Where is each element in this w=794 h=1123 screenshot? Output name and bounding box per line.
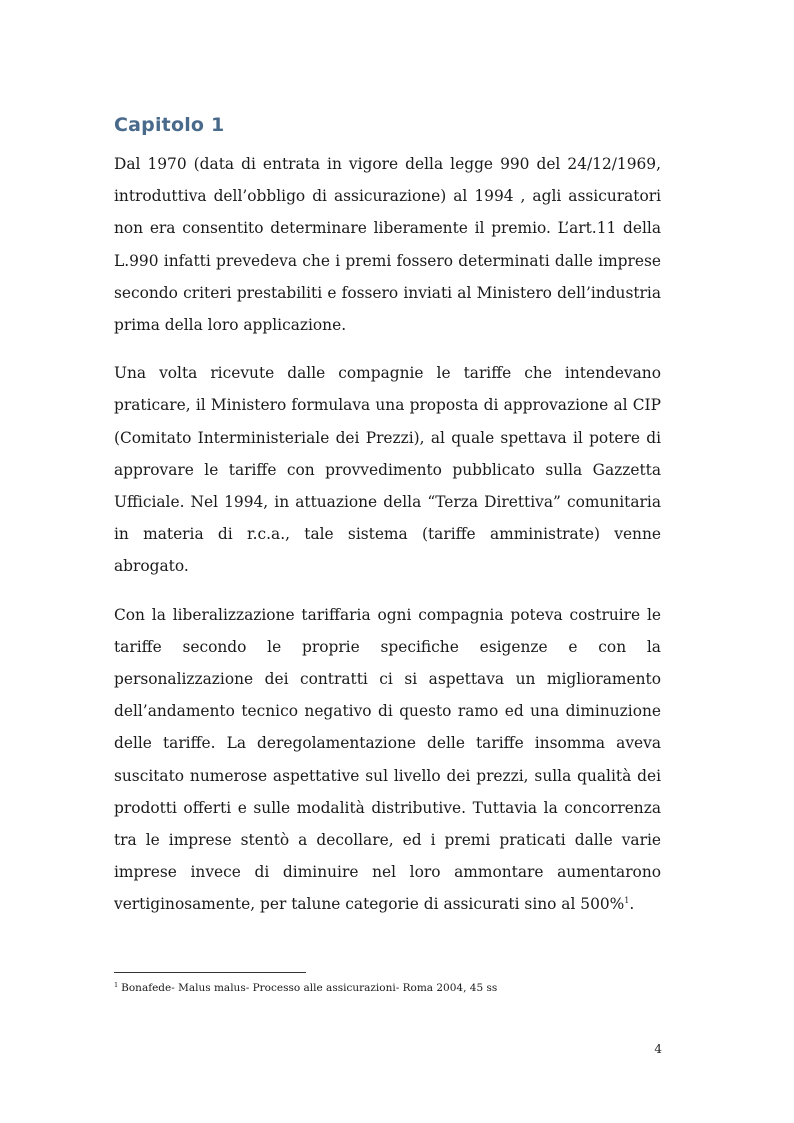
footnote-number: 1 bbox=[114, 980, 119, 989]
chapter-title: Capitolo 1 bbox=[114, 114, 225, 136]
paragraph-3-end: . bbox=[629, 895, 635, 914]
page-number: 4 bbox=[654, 1042, 662, 1056]
paragraph-1: Dal 1970 (data di entrata in vigore della legge 990 del 24/12/1969, introduttiva dell’obbligo di assicurazione) al 1994 , agli assicuratori non era consentito determinare liberamente il premio. L’art.11 della L.990 infatti prevedeva che i premi fossero determinati dalle imprese secondo criteri prestabiliti e fossero inviati al Ministero dell’industria prima della loro applicazione. bbox=[114, 155, 661, 335]
paragraph-2: Una volta ricevute dalle compagnie le tariffe che intendevano praticare, il Ministero formulava una proposta di approvazione al CIP (Comitato Interministeriale dei Prezzi), al quale spettava il potere di approvare le tariffe con provvedimento pubblicato sulla Gazzetta Ufficiale. Nel 1994, in attuazione della “Terza Direttiva” comunitaria in materia di r.c.a., tale sistema (tariffe amministrate) venne abrogato. bbox=[114, 364, 661, 576]
footnote-reference[interactable]: 1 bbox=[624, 896, 630, 906]
footnote bbox=[114, 982, 497, 994]
body-text bbox=[114, 148, 661, 937]
footnote-text: Bonafede- Malus malus- Processo alle assicurazioni- Roma 2004, 45 ss bbox=[121, 982, 498, 994]
paragraph-3 bbox=[114, 599, 661, 921]
footnote-divider bbox=[114, 972, 306, 973]
paragraph-3-text: Con la liberalizzazione tariffaria ogni compagnia poteva costruire le tariffe secondo le proprie specifiche esigenze e con la personalizzazione dei contratti ci si aspettava un miglioramento dell’andamento tecnico negativo di questo ramo ed una diminuzione delle tariffe. La deregolamentazione delle tariffe insomma aveva suscitato numerose aspettative sul livello dei prezzi, sulla qualità dei prodotti offerti e sulle modalità distributive. Tuttavia la concorrenza tra le imprese stentò a decollare, ed i premi praticati dalle varie imprese invece di diminuire nel loro ammontare aumentarono vertiginosamente, per talune categorie di assicurati sino al 500% bbox=[114, 605, 661, 914]
